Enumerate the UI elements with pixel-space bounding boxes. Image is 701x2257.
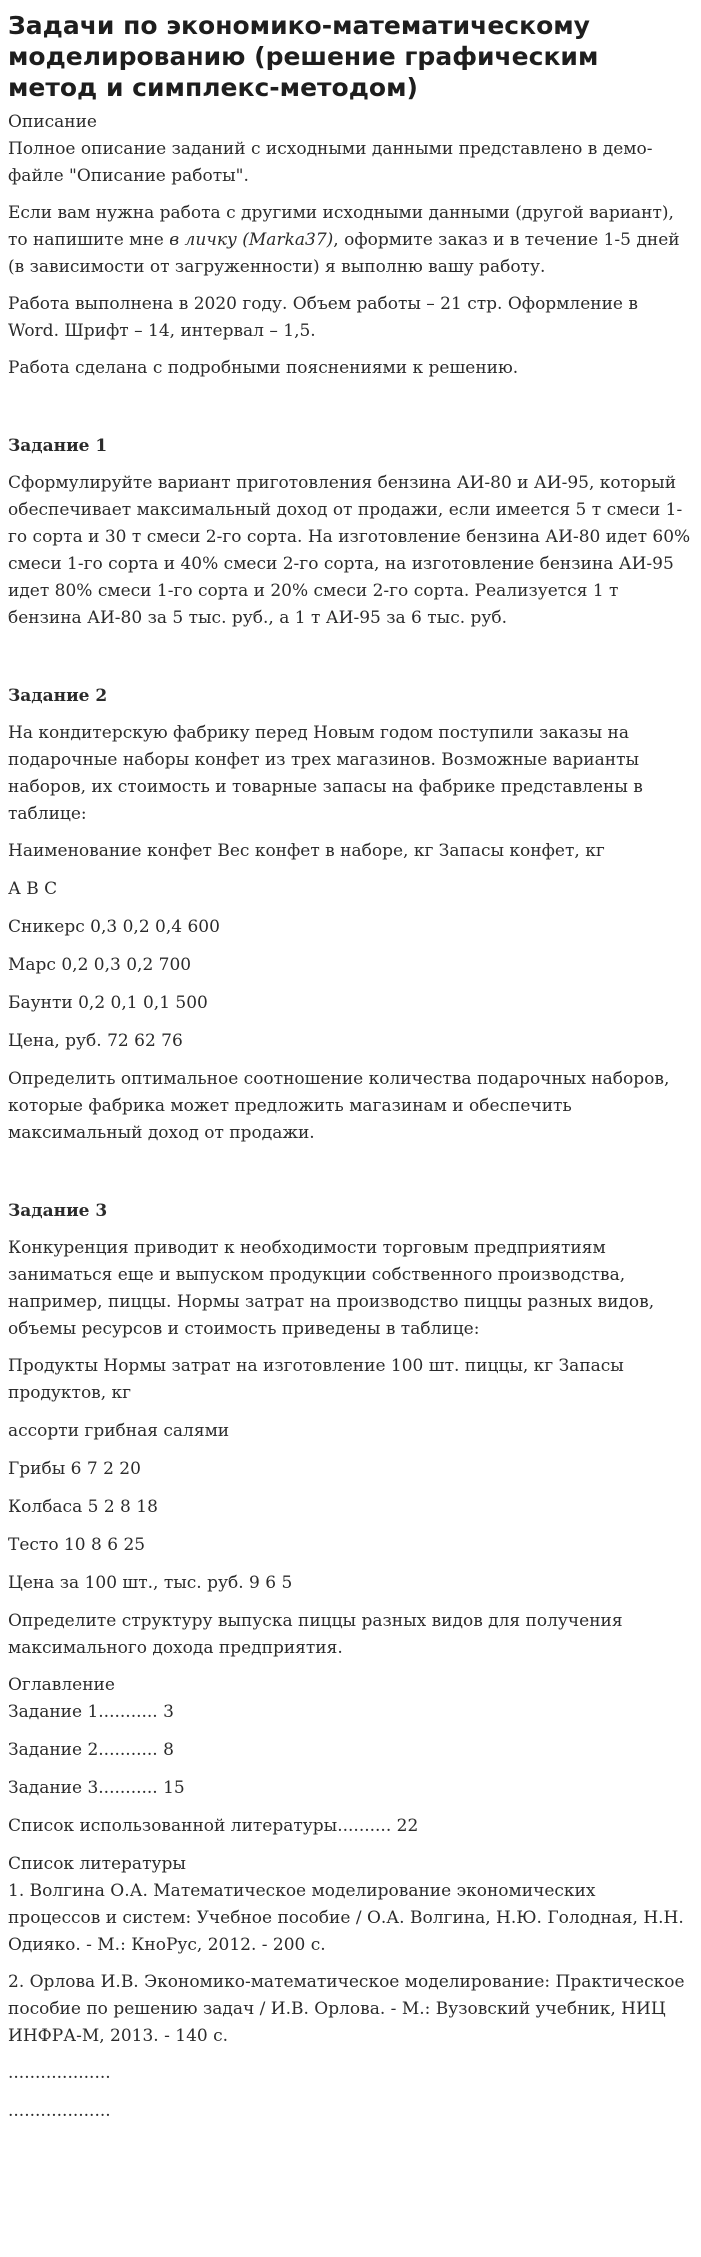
task-3-question: Определите структуру выпуска пиццы разных видов для получения максимального дохода предприятия.: [8, 1611, 623, 1658]
task-1-text: Сформулируйте вариант приготовления бензина АИ-80 и АИ-95, который обеспечивает максимальный доход от продажи, если имеется 5 т смеси 1-го сорта и 30 т смеси 2-го сорта. На изготовление бензина АИ-80 идет 60% смеси 1-го сорта и 40% смеси 2-го сорта, на изготовление бензина АИ-95 идет 80% смеси 1-го сорта и 20% смеси 2-го сорта. Реализуется 1 т бензина АИ-80 за 5 тыс. руб., а 1 т АИ-95 за 6 тыс. руб.: [8, 473, 691, 628]
description-paragraph-4: Работа сделана с подробными пояснениями к решению.: [8, 358, 519, 378]
task-3-heading: Задание 3: [8, 1201, 108, 1221]
page-title: Задачи по экономико-математическому моделированию (решение графическим метод и симплекс-методом): [8, 11, 599, 102]
toc-item: Задание 3........... 15: [8, 1778, 185, 1798]
task-2-table-row: Цена, руб. 72 62 76: [8, 1031, 183, 1051]
description-p2-start: Если вам нужна работа с другими исходными данными (другой вариант), то напишите мне: [8, 203, 674, 250]
references-label: Список литературы: [8, 1854, 186, 1874]
task-1-heading: Задание 1: [8, 436, 108, 456]
task-2-table-row: Наименование конфет Вес конфет в наборе, кг Запасы конфет, кг: [8, 841, 605, 861]
description-paragraph-3: Работа выполнена в 2020 году. Объем работы – 21 стр. Оформление в Word. Шрифт – 14, интервал – 1,5.: [8, 294, 638, 341]
toc-item: Задание 2........... 8: [8, 1740, 174, 1760]
task-2-table-row: Сникерс 0,3 0,2 0,4 600: [8, 917, 220, 937]
task-2-table-row: А В С: [8, 879, 58, 899]
task-2-table-row: Баунти 0,2 0,1 0,1 500: [8, 993, 208, 1013]
description-paragraph-2: [8, 200, 693, 281]
toc-item: Задание 1........... 3: [8, 1702, 174, 1722]
description-label: Описание: [8, 112, 97, 132]
toc-label: Оглавление: [8, 1675, 115, 1695]
description-paragraph-1: Полное описание заданий с исходными данными представлено в демо-файле "Описание работы".: [8, 139, 653, 186]
toc-item: Список использованной литературы.......... 22: [8, 1816, 419, 1836]
trailing-dots: ...................: [8, 2063, 111, 2083]
contact-note: в личку (Marka37): [169, 230, 334, 250]
task-3-table-row: Продукты Нормы затрат на изготовление 100 шт. пиццы, кг Запасы продуктов, кг: [8, 1356, 624, 1403]
task-2-table-row: Марс 0,2 0,3 0,2 700: [8, 955, 192, 975]
description-p2-end: , оформите заказ и в течение 1-5 дней (в зависимости от загруженности) я выполню вашу работу.: [8, 230, 680, 277]
trailing-dots: ...................: [8, 2101, 111, 2121]
task-3-table-row: Колбаса 5 2 8 18: [8, 1497, 158, 1517]
task-3-intro: Конкуренция приводит к необходимости торговым предприятиям заниматься еще и выпуском продукции собственного производства, например, пиццы. Нормы затрат на производство пиццы разных видов, объемы ресурсов и стоимость приведены в таблице:: [8, 1238, 655, 1339]
task-2-intro: На кондитерскую фабрику перед Новым годом поступили заказы на подарочные наборы конфет из трех магазинов. Возможные варианты наборов, их стоимость и товарные запасы на фабрике представлены в таблице:: [8, 723, 643, 824]
task-3-table-row: Тесто 10 8 6 25: [8, 1535, 146, 1555]
task-3-table-row: Цена за 100 шт., тыс. руб. 9 6 5: [8, 1573, 293, 1593]
reference-item: 1. Волгина О.А. Математическое моделирование экономических процессов и систем: Учебное пособие / О.А. Волгина, Н.Ю. Голодная, Н.Н. Одияко. - М.: КноРус, 2012. - 200 с.: [8, 1881, 684, 1955]
task-3-table-row: ассорти грибная салями: [8, 1421, 230, 1441]
task-2-question: Определить оптимальное соотношение количества подарочных наборов, которые фабрика может предложить магазинам и обеспечить максимальный доход от продажи.: [8, 1069, 670, 1143]
task-3-table-row: Грибы 6 7 2 20: [8, 1459, 141, 1479]
reference-item: 2. Орлова И.В. Экономико-математическое моделирование: Практическое пособие по решению задач / И.В. Орлова. - М.: Вузовский учебник, НИЦ ИНФРА-М, 2013. - 140 с.: [8, 1972, 685, 2046]
task-2-heading: Задание 2: [8, 686, 108, 706]
